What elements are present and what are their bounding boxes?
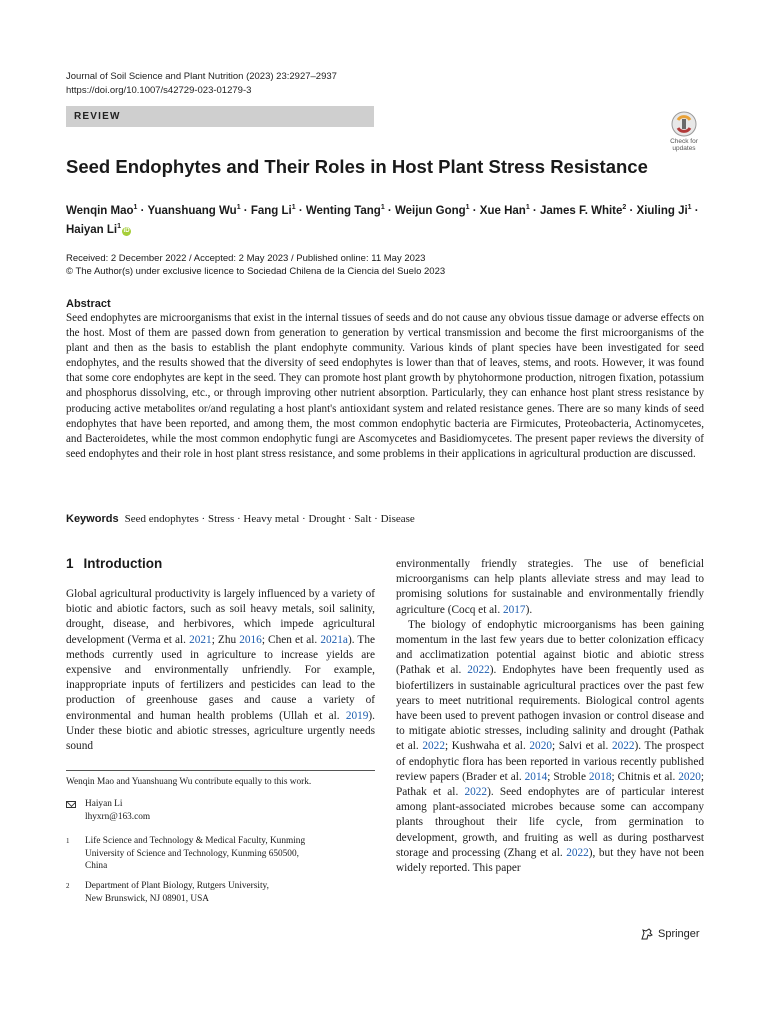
affiliation-mark: 2 <box>66 882 70 891</box>
author-separator: · <box>469 204 480 217</box>
copyright-notice: © The Author(s) under exclusive licence to Sociedad Chilena de la Ciencia del Suelo 2023 <box>66 266 446 277</box>
citation-link[interactable]: 2020 <box>529 740 552 753</box>
author-affiliation-mark: 1 <box>133 204 138 211</box>
author-name[interactable]: Fang Li <box>250 204 292 217</box>
citation-link[interactable]: 2022 <box>611 740 635 753</box>
check-updates-line1: Check for <box>670 138 698 145</box>
envelope-icon <box>66 801 76 808</box>
right-column-body <box>396 557 704 876</box>
footnote-divider <box>66 770 375 771</box>
author-name[interactable]: Wenting Tang <box>305 204 381 217</box>
citation-link[interactable]: 2021 <box>189 633 212 646</box>
article-title: Seed Endophytes and Their Roles in Host Plant Stress Resistance <box>66 156 648 177</box>
author-separator: · <box>626 204 637 217</box>
left-column-body <box>66 587 375 754</box>
citation-link[interactable]: 2022 <box>467 664 490 677</box>
author-affiliation-mark: 2 <box>622 204 627 211</box>
author-name[interactable]: Xue Han <box>479 204 526 217</box>
citation-link[interactable]: 2020 <box>678 770 701 783</box>
citation-link[interactable]: 2018 <box>588 770 612 783</box>
publication-dates <box>66 252 706 278</box>
citation-link[interactable]: 2022 <box>464 786 488 799</box>
journal-citation: Journal of Soil Science and Plant Nutrition (2023) 23:2927–2937 <box>66 71 337 82</box>
citation-link[interactable]: 2014 <box>524 770 548 783</box>
paragraph: Global agricultural productivity is largely influenced by a variety of biotic and abiotic factors, such as soil heavy metals, soil salinity, drought, disease, and herbivores, which impede agricultural development (Verma et al. 2021; Zhu 2016; Chen et al. 2021a). The methods currently used in agriculture to increase yields are expensive and environmentally unfriendly. For example, inappropriate inputs of fertilizers and pesticides can lead to the production of greenhouse gases and cause a variety of environmental and human health problems (Ullah et al. 2019). Under these biotic and abiotic stresses, agriculture urgently needs sound <box>66 588 375 753</box>
author-name[interactable]: James F. White <box>539 204 623 217</box>
abstract-heading: Abstract <box>66 298 111 310</box>
keywords-list: Seed endophytes · Stress · Heavy metal · Drought · Salt · Disease <box>124 513 415 525</box>
citation-link[interactable]: 2019 <box>345 709 369 722</box>
author-separator: · <box>384 204 395 217</box>
author-separator: · <box>529 204 540 217</box>
keywords-heading: Keywords <box>66 513 119 525</box>
corresponding-email[interactable]: lhyxrn@163.com <box>85 811 151 822</box>
doi-link[interactable]: https://doi.org/10.1007/s42729-023-01279-3 <box>66 85 252 96</box>
journal-header <box>66 70 337 98</box>
equal-contribution-note: Wenqin Mao and Yuanshuang Wu contribute equally to this work. <box>66 777 312 787</box>
corresponding-author <box>66 798 386 823</box>
affiliation-line: Department of Plant Biology, Rutgers University, <box>85 881 269 892</box>
affiliation-line: University of Science and Technology, Kunming 650500, <box>85 848 299 859</box>
author-separator: · <box>295 204 306 217</box>
author-name[interactable]: Wenqin Mao <box>66 204 134 217</box>
publisher-name: Springer <box>658 928 700 940</box>
author-affiliation-mark: 1 <box>687 204 692 211</box>
citation-link[interactable]: 2017 <box>502 603 526 616</box>
author-affiliation-mark: 1 <box>525 204 530 211</box>
author-name[interactable]: Xiuling Ji <box>636 204 688 217</box>
author-name[interactable]: Haiyan Li <box>66 223 118 236</box>
footnotes <box>66 776 386 905</box>
author-affiliation-mark: 1 <box>117 222 122 230</box>
section-title: Introduction <box>83 556 163 571</box>
affiliation-line: New Brunswick, NJ 08901, USA <box>85 893 209 904</box>
affiliation-line: Life Science and Technology & Medical Faculty, Kunming <box>85 836 306 847</box>
author-list <box>66 200 716 238</box>
citation-link[interactable]: 2021a <box>320 633 348 646</box>
citation-link[interactable]: 2022 <box>566 846 589 859</box>
affiliation-1 <box>66 835 386 872</box>
author-affiliation-mark: 1 <box>380 204 385 211</box>
affiliation-line: China <box>85 861 108 872</box>
author-separator: · <box>691 204 699 217</box>
received-accepted-dates: Received: 2 December 2022 / Accepted: 2 May 2023 / Published online: 11 May 2023 <box>66 253 426 264</box>
check-for-updates-badge[interactable] <box>664 111 704 152</box>
author-affiliation-mark: 1 <box>465 204 470 211</box>
check-updates-line2: updates <box>672 145 696 152</box>
springer-horse-icon <box>640 927 654 941</box>
citation-link[interactable]: 2022 <box>422 740 445 753</box>
citation-link[interactable]: 2016 <box>239 633 262 646</box>
author-affiliation-mark: 1 <box>236 204 241 211</box>
paragraph: The biology of endophytic microorganisms has been gaining momentum in the last few years due to better colonization efficacy and acclimatization potential against biotic and abiotic stress (Pathak et al. 2022). Endophytes have been frequently used as biofertilizers in sustainable agricultural practices over the past few years to meet nutritional requirements. Biological control agents have been used to prevent pathogen invasion or control disease and to mitigate abiotic stresses, including salinity and drought (Pathak et al. 2022; Kushwaha et al. 2020; Salvi et al. 2022). The prospect of endophytic flora has been reported in various recently published review papers (Brader et al. 2014; Stroble 2018; Chitnis et al. 2020; Pathak et al. 2022). Seed endophytes are of particular interest among plant-associated microbes because some can accompany plants throughout their life cycle, from germination to development, growth, and fruiting as well as during postharvest storage and processing (Zhang et al. 2022), but they have not been widely reported. This paper <box>396 618 704 875</box>
author-affiliation-mark: 1 <box>291 204 296 211</box>
author-separator: · <box>240 204 251 217</box>
corresponding-name: Haiyan Li <box>85 799 123 810</box>
author-separator: · <box>137 204 148 217</box>
check-updates-icon <box>671 111 697 137</box>
paragraph: environmentally friendly strategies. The use of beneficial microorganisms can help plants alleviate stress and may lead to promising solutions for sustainable and environmentally friendly agriculture (Cocq et al. 2017). <box>396 558 704 616</box>
author-name[interactable]: Yuanshuang Wu <box>147 204 237 217</box>
abstract-text: Seed endophytes are microorganisms that exist in the internal tissues of seeds and do not cause any obvious tissue damage or adverse effects on the host. Most of them are passed down from generation to generation by vertical transmission and become the first microorganisms of the plant and then as the basis to establish the plant endophyte community. Various kinds of plant species have been investigated for seed endophytes, and the results showed that the diversity of seed endophytes is lower than that of leaves, stems, and roots. However, it was found that some core endophytes are kept in the seed. They can promote host plant growth by phytohormone production, nitrogen fixation, potassium and phosphorus dissolving, etc., or through improving other nutrient absorption. Particularly, they can enhance host plant stress resistance by producing active metabolites or/and regulating a host plant's antioxidant system and related resistance genes. There are so many kinds of seed endophytes that have been reported, and among them, the most common endophytic bacteria are Firmicutes, Proteobacteria, Actinomycetes, and Bacteroidetes, while the most common endophytic fungi are Ascomycetes and Basidiomycetes. The present paper reviews the diversity of seed endophytes and their role in host plant stress resistance, and some problems in their applications in agricultural production are discussed. <box>66 312 704 460</box>
keywords <box>66 513 706 525</box>
affiliation-mark: 1 <box>66 837 70 846</box>
section-number: 1 <box>66 556 74 571</box>
article-type-band: REVIEW <box>66 106 374 127</box>
section-heading-introduction <box>66 556 162 571</box>
publisher-logo <box>640 927 700 941</box>
author-name[interactable]: Weijun Gong <box>394 204 466 217</box>
orcid-icon[interactable]: iD <box>123 227 130 234</box>
affiliation-2 <box>66 880 386 905</box>
